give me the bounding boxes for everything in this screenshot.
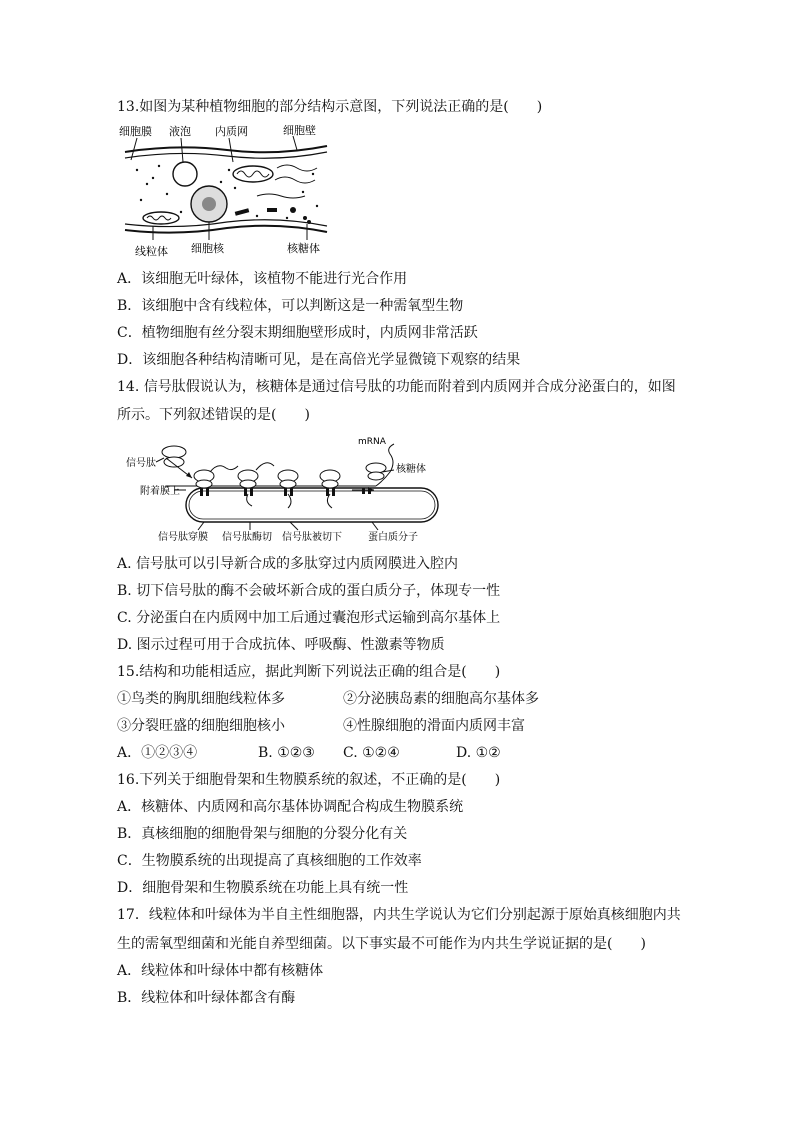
q15-choice-a: A．①②③④ [117, 745, 198, 761]
label-bottom-2: 信号肽酶切 [222, 532, 272, 543]
label-ribosome: 核糖体 [287, 242, 320, 255]
q14-option-b: B. 切下信号肽的酶不会破坏新合成的蛋白质分子，体现专一性 [117, 583, 501, 599]
vacuole-shape [173, 162, 197, 186]
q17-stem-line1: 17．线粒体和叶绿体为半自主性细胞器，内共生学说认为它们分别起源于原始真核细胞内共 [117, 907, 681, 923]
q15-item-2: ②分泌胰岛素的细胞高尔基体多 [343, 691, 539, 707]
q17-option-a: A．线粒体和叶绿体中都有核糖体 [117, 963, 324, 979]
label-wall: 细胞壁 [283, 124, 316, 137]
q16-option-b: B．真核细胞的细胞骨架与细胞的分裂分化有关 [117, 826, 408, 842]
label-mrna: mRNA [358, 437, 386, 447]
label-mito: 线粒体 [135, 245, 168, 258]
q16-option-d: D．细胞骨架和生物膜系统在功能上具有统一性 [117, 880, 409, 896]
q16-option-c: C．生物膜系统的出现提高了真核细胞的工作效率 [117, 853, 422, 869]
q17-stem-line2: 生的需氧型细菌和光能自养型细菌。以下事实最不可能作为内共生学说证据的是( ) [117, 936, 646, 952]
label-bottom-3: 信号肽被切下 [282, 532, 342, 543]
label-er: 内质网 [215, 125, 248, 138]
label-signal-peptide: 信号肽 [126, 458, 156, 469]
label-bottom-1: 信号肽穿膜 [158, 532, 208, 543]
q15-item-3: ③分裂旺盛的细胞细胞核小 [117, 718, 285, 734]
q14-option-d: D. 图示过程可用于合成抗体、呼吸酶、性激素等物质 [117, 637, 445, 653]
q14-option-a: A. 信号肽可以引导新合成的多肽穿过内质网膜进入腔内 [117, 556, 459, 572]
mitochondrion-bottom [143, 212, 179, 224]
q16-option-a: A．核糖体、内质网和高尔基体协调配合构成生物膜系统 [117, 799, 464, 815]
q14-stem-line1: 14. 信号肽假说认为，核糖体是通过信号肽的功能而附着到内质网并合成分泌蛋白的，如图 [117, 379, 676, 395]
label-membrane: 细胞膜 [119, 125, 152, 138]
q13-stem: 13.如图为某种植物细胞的部分结构示意图，下列说法正确的是( ) [117, 99, 543, 115]
q15-choice-d: D. ①② [456, 745, 501, 761]
q15-stem: 15.结构和功能相适应，据此判断下列说法正确的组合是( ) [117, 664, 501, 680]
q13-option-b: B．该细胞中含有线粒体，可以判断这是一种需氧型生物 [117, 298, 464, 314]
label-nucleus: 细胞核 [191, 242, 224, 255]
q14-stem-line2: 所示。下列叙述错误的是( ) [117, 407, 310, 423]
q13-cell-figure [117, 122, 332, 262]
q13-option-c: C．植物细胞有丝分裂末期细胞壁形成时，内质网非常活跃 [117, 325, 478, 341]
q14-option-c: C. 分泌蛋白在内质网中加工后通过囊泡形式运输到高尔基体上 [117, 610, 501, 626]
q13-option-a: A．该细胞无叶绿体，该植物不能进行光合作用 [117, 271, 408, 287]
label-bottom-4: 蛋白质分子 [368, 532, 418, 543]
label-attached-membrane: 附着膜上 [140, 486, 180, 497]
q15-item-4: ④性腺细胞的滑面内质网丰富 [343, 718, 525, 734]
q13-option-d: D．该细胞各种结构清晰可见，是在高倍光学显微镜下观察的结果 [117, 352, 521, 368]
label-vacuole: 液泡 [169, 125, 191, 138]
q15-choice-c: C. ①②④ [343, 745, 400, 761]
q15-choice-b: B. ①②③ [258, 745, 315, 761]
q15-item-1: ①鸟类的胸肌细胞线粒体多 [117, 691, 285, 707]
label-ribosome: 核糖体 [396, 464, 426, 475]
q14-signal-peptide-figure [126, 432, 446, 544]
plant-cell-diagram [117, 122, 332, 262]
q17-option-b: B．线粒体和叶绿体都含有酶 [117, 990, 296, 1006]
signal-peptide-diagram [126, 432, 446, 544]
q16-stem: 16.下列关于细胞骨架和生物膜系统的叙述，不正确的是( ) [117, 772, 501, 788]
